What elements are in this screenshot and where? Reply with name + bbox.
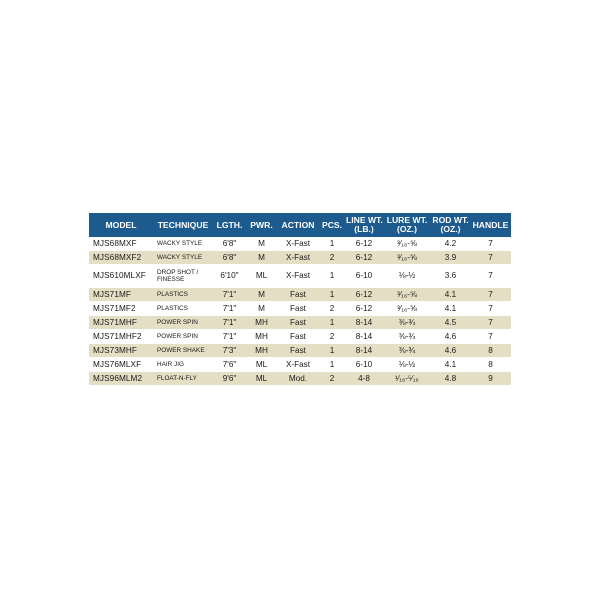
line-weight-cell: 6-12 xyxy=(345,288,383,302)
line-weight-cell: 6-12 xyxy=(345,251,383,265)
rod-weight-cell: 4.6 xyxy=(431,330,470,344)
line-weight-cell: 4-8 xyxy=(345,372,383,386)
model-cell: MJS610MLXF xyxy=(89,265,153,288)
line-weight-cell: 6-12 xyxy=(345,237,383,251)
rod-weight-cell: 4.2 xyxy=(431,237,470,251)
model-cell: MJS71MHF xyxy=(89,316,153,330)
power-cell: M xyxy=(246,251,277,265)
header-label: PCS. xyxy=(321,219,343,230)
header-power xyxy=(246,213,277,237)
handle-cell: 7 xyxy=(470,251,511,265)
length-cell: 7'6" xyxy=(213,358,246,372)
header-label: HANDLE xyxy=(472,219,509,230)
table-header-row xyxy=(89,213,511,237)
pieces-cell: 1 xyxy=(319,316,345,330)
length-cell: 9'6" xyxy=(213,372,246,386)
action-cell: Fast xyxy=(277,288,319,302)
model-cell: MJS96MLM2 xyxy=(89,372,153,386)
handle-cell: 7 xyxy=(470,316,511,330)
header-lure-weight xyxy=(383,213,431,237)
action-cell: Fast xyxy=(277,316,319,330)
rod-spec-table xyxy=(89,213,511,386)
action-cell: X-Fast xyxy=(277,251,319,265)
length-cell: 7'1" xyxy=(213,288,246,302)
power-cell: M xyxy=(246,302,277,316)
power-cell: ML xyxy=(246,358,277,372)
table-row xyxy=(89,288,511,302)
technique-cell: HAIR JIG xyxy=(153,358,213,372)
handle-cell: 9 xyxy=(470,372,511,386)
action-cell: Fast xyxy=(277,330,319,344)
lure-weight-cell: ³⁄₁₆-⅝ xyxy=(383,237,431,251)
table-row xyxy=(89,302,511,316)
table-body xyxy=(89,237,511,386)
header-action xyxy=(277,213,319,237)
technique-cell: POWER SPIN xyxy=(153,330,213,344)
length-cell: 7'1" xyxy=(213,330,246,344)
rod-weight-cell: 4.5 xyxy=(431,316,470,330)
header-label: PWR. xyxy=(250,219,273,230)
header-unit: (LB.) xyxy=(354,224,374,234)
header-handle xyxy=(470,213,511,237)
model-cell: MJS68MXF2 xyxy=(89,251,153,265)
technique-cell: DROP SHOT / FINESSE xyxy=(153,265,213,288)
action-cell: Fast xyxy=(277,344,319,358)
power-cell: MH xyxy=(246,344,277,358)
pieces-cell: 1 xyxy=(319,358,345,372)
length-cell: 6'10" xyxy=(213,265,246,288)
technique-cell: PLASTICS xyxy=(153,288,213,302)
rod-weight-cell: 4.6 xyxy=(431,344,470,358)
rod-weight-cell: 4.8 xyxy=(431,372,470,386)
action-cell: Fast xyxy=(277,302,319,316)
technique-cell: WACKY STYLE xyxy=(153,237,213,251)
action-cell: X-Fast xyxy=(277,358,319,372)
pieces-cell: 2 xyxy=(319,330,345,344)
rod-weight-cell: 4.1 xyxy=(431,288,470,302)
length-cell: 7'1" xyxy=(213,316,246,330)
handle-cell: 8 xyxy=(470,344,511,358)
pieces-cell: 2 xyxy=(319,372,345,386)
power-cell: M xyxy=(246,237,277,251)
header-line-weight xyxy=(345,213,383,237)
header-length xyxy=(213,213,246,237)
action-cell: Mod. xyxy=(277,372,319,386)
header-model xyxy=(89,213,153,237)
lure-weight-cell: ³⁄₁₆-⅝ xyxy=(383,302,431,316)
handle-cell: 7 xyxy=(470,302,511,316)
table-row xyxy=(89,237,511,251)
pieces-cell: 1 xyxy=(319,344,345,358)
line-weight-cell: 8-14 xyxy=(345,330,383,344)
rod-weight-cell: 3.6 xyxy=(431,265,470,288)
lure-weight-cell: ⅜-¾ xyxy=(383,344,431,358)
power-cell: M xyxy=(246,288,277,302)
handle-cell: 7 xyxy=(470,288,511,302)
line-weight-cell: 6-10 xyxy=(345,358,383,372)
handle-cell: 7 xyxy=(470,330,511,344)
model-cell: MJS71MHF2 xyxy=(89,330,153,344)
header-pieces xyxy=(319,213,345,237)
model-cell: MJS73MHF xyxy=(89,344,153,358)
handle-cell: 8 xyxy=(470,358,511,372)
line-weight-cell: 6-12 xyxy=(345,302,383,316)
table-row xyxy=(89,372,511,386)
rod-weight-cell: 4.1 xyxy=(431,302,470,316)
table-row xyxy=(89,251,511,265)
pieces-cell: 1 xyxy=(319,237,345,251)
lure-weight-cell: ³⁄₁₆-⅝ xyxy=(383,288,431,302)
line-weight-cell: 8-14 xyxy=(345,316,383,330)
model-cell: MJS76MLXF xyxy=(89,358,153,372)
table-row xyxy=(89,344,511,358)
lure-weight-cell: ¹⁄₁₆-⁵⁄₁₆ xyxy=(383,372,431,386)
header-label: LGTH. xyxy=(216,219,243,230)
header-technique xyxy=(153,213,213,237)
rod-weight-cell: 4.1 xyxy=(431,358,470,372)
power-cell: MH xyxy=(246,316,277,330)
model-cell: MJS71MF xyxy=(89,288,153,302)
header-label: TECHNIQUE xyxy=(157,219,209,230)
technique-cell: WACKY STYLE xyxy=(153,251,213,265)
pieces-cell: 2 xyxy=(319,302,345,316)
header-label: MODEL xyxy=(105,219,137,230)
model-cell: MJS68MXF xyxy=(89,237,153,251)
model-cell: MJS71MF2 xyxy=(89,302,153,316)
pieces-cell: 1 xyxy=(319,288,345,302)
technique-cell: PLASTICS xyxy=(153,302,213,316)
power-cell: ML xyxy=(246,265,277,288)
lure-weight-cell: ³⁄₁₆-⅝ xyxy=(383,251,431,265)
pieces-cell: 2 xyxy=(319,251,345,265)
header-label: ACTION xyxy=(281,219,315,230)
header-label: LINE WT. xyxy=(346,215,383,225)
header-rod-weight xyxy=(431,213,470,237)
action-cell: X-Fast xyxy=(277,265,319,288)
table-row xyxy=(89,330,511,344)
lure-weight-cell: ⅜-¾ xyxy=(383,330,431,344)
handle-cell: 7 xyxy=(470,265,511,288)
line-weight-cell: 6-10 xyxy=(345,265,383,288)
length-cell: 7'3" xyxy=(213,344,246,358)
table-row xyxy=(89,265,511,288)
lure-weight-cell: ⅜-¾ xyxy=(383,316,431,330)
pieces-cell: 1 xyxy=(319,265,345,288)
header-label: LURE WT. xyxy=(386,215,428,225)
length-cell: 7'1" xyxy=(213,302,246,316)
header-label: ROD WT. xyxy=(432,215,469,225)
lure-weight-cell: ⅛-½ xyxy=(383,265,431,288)
length-cell: 6'8" xyxy=(213,251,246,265)
length-cell: 6'8" xyxy=(213,237,246,251)
rod-weight-cell: 3.9 xyxy=(431,251,470,265)
table-row xyxy=(89,358,511,372)
line-weight-cell: 8-14 xyxy=(345,344,383,358)
power-cell: ML xyxy=(246,372,277,386)
handle-cell: 7 xyxy=(470,237,511,251)
action-cell: X-Fast xyxy=(277,237,319,251)
technique-cell: POWER SHAKE xyxy=(153,344,213,358)
table-row xyxy=(89,316,511,330)
technique-cell: FLOAT-N-FLY xyxy=(153,372,213,386)
technique-cell: POWER SPIN xyxy=(153,316,213,330)
header-unit: (OZ.) xyxy=(396,224,418,234)
header-unit: (OZ.) xyxy=(440,224,461,234)
power-cell: MH xyxy=(246,330,277,344)
lure-weight-cell: ⅛-½ xyxy=(383,358,431,372)
